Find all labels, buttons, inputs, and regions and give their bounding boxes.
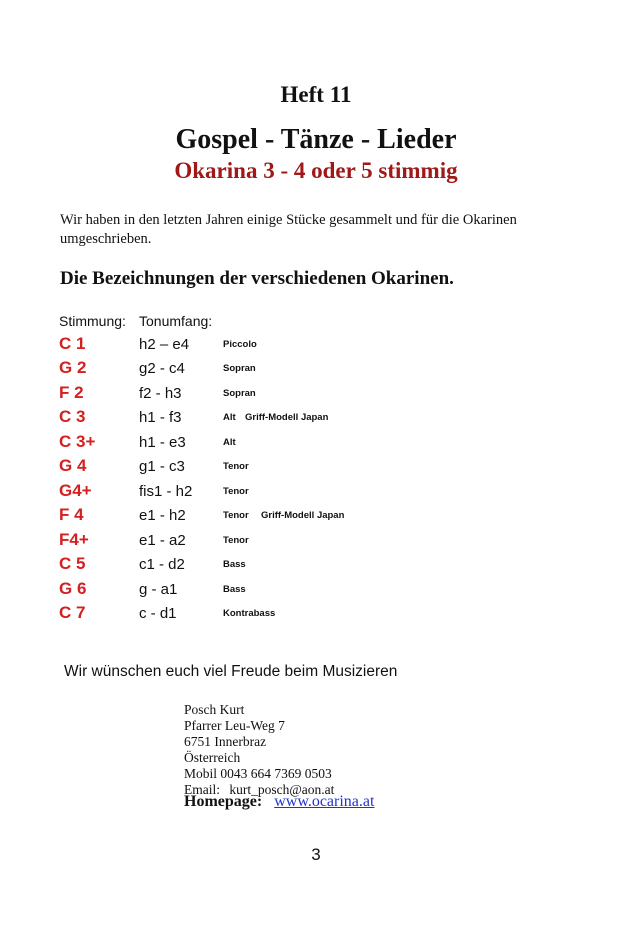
tone-range: e1 - a2 [139,532,186,549]
voice-type: Kontrabass [223,608,276,619]
tone-range: c - d1 [139,605,177,622]
tone-range: f2 - h3 [139,385,182,402]
voice-type: Tenor [223,461,249,472]
table-row [0,358,632,382]
voice-type: Alt [223,437,236,448]
table-row [0,579,632,603]
email-label: Email: [184,782,220,797]
table-row [0,407,632,431]
homepage-label: Homepage: [184,793,263,810]
tuning-code: C 3 [59,407,86,426]
tone-range: g1 - c3 [139,458,185,475]
section-heading: Die Bezeichnungen der verschiedenen Okarinen. [60,268,454,289]
tuning-code: C 1 [59,334,86,353]
tuning-code: F4+ [59,530,89,549]
fingering-note: Griff-Modell Japan [245,412,329,423]
table-row [0,530,632,554]
contact-city: 6751 Innerbraz [184,734,267,749]
voice-type: Tenor [223,486,249,497]
page-number: 3 [311,845,321,864]
tone-range: fis1 - h2 [139,483,193,500]
table-row [0,456,632,480]
tone-range: g2 - c4 [139,360,185,377]
tuning-code: F 2 [59,383,84,402]
table-row [0,603,632,627]
tone-range: e1 - h2 [139,507,186,524]
table-row [0,554,632,578]
voice-type: Alt [223,412,236,423]
tuning-code: G 2 [59,358,87,377]
table-row [0,432,632,456]
table-row [0,505,632,529]
voice-type: Piccolo [223,339,257,350]
voice-type: Bass [223,559,246,570]
contact-country: Österreich [184,750,241,765]
intro-paragraph: Wir haben in den letzten Jahren einige Stücke gesammelt und für die Okarinen umgeschrieben. [60,212,517,247]
booklet-number: Heft 11 [280,82,352,107]
voice-type: Sopran [223,363,256,374]
voice-type: Bass [223,584,246,595]
email-address[interactable]: kurt_posch@aon.at [229,782,335,797]
tone-range: h1 - f3 [139,409,182,426]
tuning-code: G4+ [59,481,92,500]
contact-block [184,702,334,798]
tone-range: h1 - e3 [139,434,186,451]
contact-street: Pfarrer Leu-Weg 7 [184,718,285,733]
voice-type: Sopran [223,388,256,399]
fingering-note: Griff-Modell Japan [261,510,345,521]
tone-range: c1 - d2 [139,556,185,573]
tuning-code: C 5 [59,554,86,573]
tone-range: g - a1 [139,581,178,598]
contact-name: Posch Kurt [184,702,245,717]
table-row [0,383,632,407]
voice-type: Tenor [223,535,249,546]
voice-type: Tenor [223,510,249,521]
column-header-stimmung: Stimmung: [59,313,126,329]
tuning-code: C 3+ [59,432,96,451]
table-row [0,334,632,358]
tuning-code: C 7 [59,603,86,622]
column-header-tonumfang: Tonumfang: [139,313,213,329]
tuning-code: G 6 [59,579,87,598]
contact-mobile: Mobil 0043 664 7369 0503 [184,766,332,781]
page-subtitle: Okarina 3 - 4 oder 5 stimmig [174,158,458,183]
table-row [0,481,632,505]
tuning-code: F 4 [59,505,84,524]
page-title: Gospel - Tänze - Lieder [175,124,457,155]
closing-wish: Wir wünschen euch viel Freude beim Musizieren [64,663,398,680]
homepage-link[interactable]: www.ocarina.at [274,793,375,810]
tone-range: h2 – e4 [139,336,190,353]
tuning-code: G 4 [59,456,87,475]
homepage-row [184,793,374,811]
